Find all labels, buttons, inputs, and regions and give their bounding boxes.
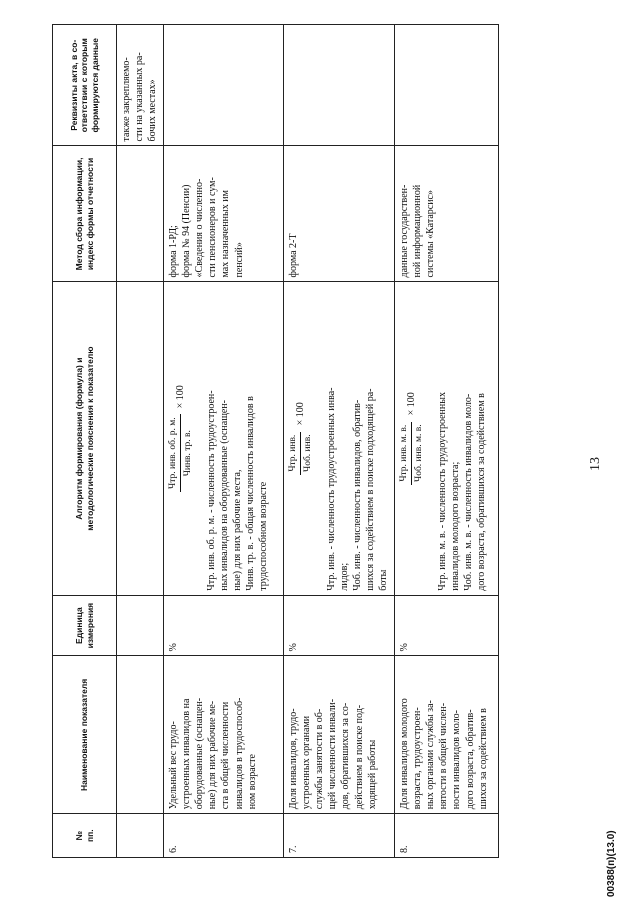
formula-explanation: Чтр. инв. - численность трудоустроенных инва- лидов; Чоб. инв. - численность инвалидов, обратив- шихся за содействием в поиске подходящей ра- боты — [325, 387, 390, 591]
cell-algorithm — [163, 282, 283, 595]
cell-empty — [117, 146, 164, 282]
cell-algorithm — [283, 282, 394, 595]
continuation-row — [117, 25, 164, 858]
header-number: № пп. — [53, 814, 117, 858]
table-header-row — [53, 25, 117, 858]
formula-numerator: Чтр. инв. об. р. м. — [167, 414, 182, 492]
cell-empty — [117, 595, 164, 656]
header-act-requisites: Реквизиты акта, в со- ответствии с которым формируются данные — [53, 25, 117, 146]
cell-unit: % — [163, 595, 283, 656]
cell-row-number: 7. — [283, 814, 394, 858]
cell-collection-method: форма 2-Т — [283, 146, 394, 282]
table-row — [394, 25, 498, 858]
cell-unit: % — [394, 595, 498, 656]
cell-act-requisites — [394, 25, 498, 146]
cell-row-number: 6. — [163, 814, 283, 858]
table-row — [163, 25, 283, 858]
formula-fraction — [287, 431, 315, 475]
cell-indicator-name: Доля инвалидов, трудо- устроенных органами службы занятости в об- щей численности инвали- дов, обратившихся за со- действием в поиске под- ходящей работы — [283, 656, 394, 814]
cell-empty — [117, 282, 164, 595]
cell-act-requisites — [283, 25, 394, 146]
cell-collection-method: данные государствен- ной информационной системы «Катарсис» — [394, 146, 498, 282]
header-unit: Единица измерения — [53, 595, 117, 656]
cell-collection-method: форма 1-РД; форма № 94 (Пенсии) «Сведения о численно- сти пенсионеров и сум- мах назначенных им пенсий» — [163, 146, 283, 282]
formula-denominator: Чоб. инв. м. в. — [414, 424, 425, 482]
formula — [167, 286, 195, 590]
formula-multiplier: × 100 — [406, 392, 417, 416]
header-collection-method: Метод сбора информации, индекс формы отчетности — [53, 146, 117, 282]
document-footer-code: 00388(п)(13.0) — [606, 830, 617, 897]
formula-denominator: Чинв. тр. в. — [183, 430, 194, 477]
formula-numerator: Чтр. инв. — [287, 432, 302, 475]
cell-empty — [117, 656, 164, 814]
cell-unit: % — [283, 595, 394, 656]
formula-fraction — [398, 421, 426, 485]
formula-explanation: Чтр. инв. об. р. м. - численность трудоустроен- ных инвалидов на оборудованные (оснащен- ные) для них рабочие места, Чинв. тр. в. - общая численность инвалидов в трудоспособном возрасте — [205, 390, 270, 591]
formula-denominator: Чоб. инв. — [303, 434, 314, 472]
formula — [398, 286, 426, 590]
formula-numerator: Чтр. инв. м. в. — [398, 422, 413, 485]
formula — [287, 286, 315, 590]
header-indicator-name: Наименование показателя — [53, 656, 117, 814]
cell-row-number: 8. — [394, 814, 498, 858]
formula-explanation: Чтр. инв. м. в. - численность трудоустроенных инвалидов молодого возраста; Чоб. инв. м. в. - численность инвалидов моло- дого возраста, обратившихся за содействием в — [436, 392, 488, 591]
cell-act-requisites — [163, 25, 283, 146]
cell-algorithm — [394, 282, 498, 595]
cell-empty — [117, 814, 164, 858]
header-algorithm: Алгоритм формирования (формула) и методологические пояснения к показателю — [53, 282, 117, 595]
cell-indicator-name: Удельный вес трудо- устроенных инвалидов на оборудованные (оснащен- ные) для них рабочие ме- ста в общей численности инвалидов в трудоспособ- ном возрасте — [163, 656, 283, 814]
table-row — [283, 25, 394, 858]
page-number: 13 — [588, 457, 603, 471]
formula-fraction — [167, 414, 195, 492]
cell-requisites-continuation: также закрепляемо- сти на указанных ра- бочих местах» — [117, 25, 164, 146]
indicators-table — [52, 24, 499, 858]
formula-multiplier: × 100 — [295, 402, 306, 426]
formula-multiplier: × 100 — [175, 385, 186, 409]
cell-indicator-name: Доля инвалидов молодого возраста, трудоустроен- ных органами службы за- нятости в общей числен- ности инвалидов моло- дого возраста, обратив- шихся за содействием в — [394, 656, 498, 814]
